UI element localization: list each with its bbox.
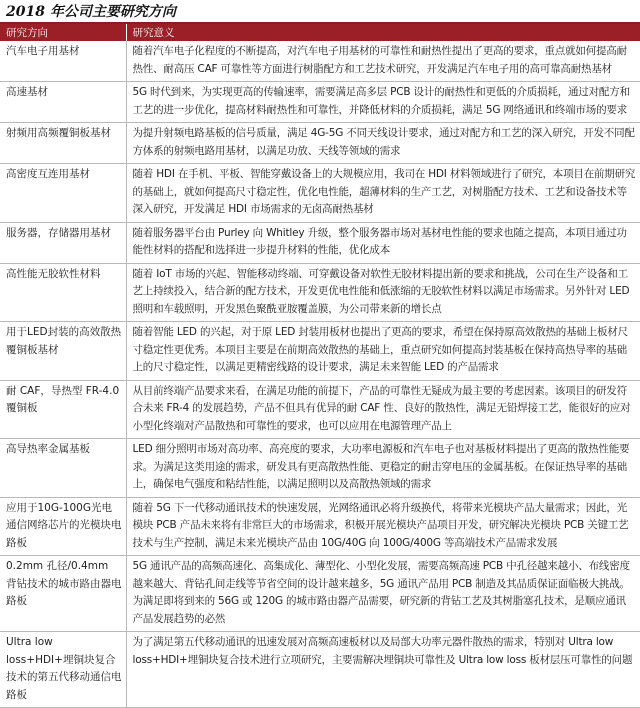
direction-cell: 射频用高频覆铜板基材 (0, 123, 126, 164)
direction-cell: 服务器，存储器用基材 (0, 222, 126, 263)
table-row (0, 164, 640, 223)
page-title: 2018 年公司主要研究方向 (0, 2, 640, 24)
column-header-significance: 研究意义 (126, 24, 640, 41)
table-header-row (0, 24, 640, 41)
significance-cell: 随着服务器平台由 Purley 向 Whitley 升级，整个服务器市场对基材电性能的要求也随之提高，本项目通过功能性材料的搭配和选择进一步提升材料的性能，优化成本 (126, 222, 640, 263)
direction-cell: 高导热率金属基板 (0, 439, 126, 498)
table-row (0, 322, 640, 381)
table-row (0, 439, 640, 498)
significance-cell: 为提升射频电路基板的信号质量，满足 4G-5G 不同天线设计要求，通过对配方和工艺的深入研究，开发不同配方体系的射频电路用基材，以满足功放、天线等领域的需求 (126, 123, 640, 164)
significance-cell: 为了满足第五代移动通讯的迅速发展对高频高速板材以及局部大功率元器件散热的需求，特别对 Ultra low loss+HDI+埋铜块复合技术进行立项研究，主要需解决埋铜块可靠性及 Ultra low loss 板材层压可靠性的问题 (126, 632, 640, 708)
significance-cell: 从目前终端产品要求来看，在满足功能的前提下，产品的可靠性无疑成为最主要的考虑因素。该项目的研发符合未来 FR-4 的发展趋势，产品不但具有优异的耐 CAF 性、良好的散热性，满足无铅焊接工艺，能很好的应对小型化终端对产品散热和可靠性的要求，也可以应用在电源管理产品上 (126, 380, 640, 439)
table-row (0, 380, 640, 439)
significance-cell: 5G 通讯产品的高频高速化、高集成化、薄型化、小型化发展，需要高频高速 PCB 中孔径越来越小、布线密度越来越大、背钻孔间走线等节省空间的设计越来越多，5G 通讯产品用 PCB 制造及其品质保证面临极大挑战。为满足即将到来的 56G 或 120G 的城市路由器产品需要，研究新的背钻工艺及其树脂塞孔技术，是顺应通讯产品发展趋势的必然 (126, 556, 640, 632)
significance-cell: LED 细分照明市场对高功率、高亮度的要求，大功率电源板和汽车电子也对基板材料提出了更高的散热性能要求。为满足这类用途的需求，研发具有更高散热性能、更稳定的耐击穿电压的金属基板。在保证热导率的基础上，确保电气强度和粘结性能，以满足照明以及高散热领域的需求 (126, 439, 640, 498)
direction-cell: 耐 CAF，导热型 FR-4.0 覆铜板 (0, 380, 126, 439)
column-header-direction: 研究方向 (0, 24, 126, 41)
table-row (0, 222, 640, 263)
table-row (0, 123, 640, 164)
table-row (0, 632, 640, 708)
significance-cell: 5G 时代到来，为实现更高的传输速率，需要满足高多层 PCB 设计的耐热性和更低的介质损耗，通过对配方和工艺的进一步优化，提高材料耐热性和可靠性，并降低材料的介质损耗，满足 5G 网络通讯和终端市场的要求 (126, 82, 640, 123)
direction-cell: 汽车电子用基材 (0, 41, 126, 82)
table-row (0, 41, 640, 82)
research-direction-table (0, 24, 640, 708)
direction-cell: 高密度互连用基材 (0, 164, 126, 223)
direction-cell: 用于LED封装的高效散热覆铜板基材 (0, 322, 126, 381)
table-row (0, 497, 640, 556)
significance-cell: 随着 HDI 在手机、平板、智能穿戴设备上的大规模应用，我司在 HDI 材料领域进行了研究，本项目在前期研究的基础上，就如何提高尺寸稳定性，优化电性能，超薄材料的生产工艺，对树脂配方技术、工艺和设备技术等深入研究，开发满足 HDI 市场需求的无卤高耐热基材 (126, 164, 640, 223)
significance-cell: 随着智能 LED 的兴起，对于原 LED 封装用板材也提出了更高的要求，希望在保持原高效散热的基础上板材尺寸稳定性更优秀。本项目主要是在前期高效散热的基础上，重点研究如何提高封装基板在保持高热导率的基础上的尺寸稳定性，以满足更精密线路的设计要求，满足未来智能 LED 的产品需求 (126, 322, 640, 381)
table-row (0, 82, 640, 123)
direction-cell: 0.2mm 孔径/0.4mm 背钻技术的城市路由器电路板 (0, 556, 126, 632)
direction-cell: 高性能无胶软性材料 (0, 263, 126, 322)
table-row (0, 263, 640, 322)
direction-cell: 高速基材 (0, 82, 126, 123)
direction-cell: Ultra low loss+HDI+埋铜块复合技术的第五代移动通信电路板 (0, 632, 126, 708)
direction-cell: 应用于10G-100G光电通信网络芯片的光模块电路板 (0, 497, 126, 556)
significance-cell: 随着 IoT 市场的兴起、智能移动终端、可穿戴设备对软性无胶材料提出新的要求和挑战，公司在生产设备和工艺上持续投入，结合新的配方技术，开发更优电性能和低涨缩的无胶软性材料以满足市场需求。另外针对 LED 照明和车载照明，开发黑色聚酰亚胺覆盖膜，为公司带来新的增长点 (126, 263, 640, 322)
significance-cell: 随着 5G 下一代移动通讯技术的快速发展，光网络通讯必将升级换代，将带来光模块产品大量需求；因此，光模块 PCB 产品未来将有非常巨大的市场需求，积极开展光模块产品项目开发，研究解决光模块 PCB 关键工艺技术与生产控制，满足未来光模块产品由 10G/40G 向 100G/400G 等高端技术产品需求发展 (126, 497, 640, 556)
significance-cell: 随着汽车电子化程度的不断提高，对汽车电子用基材的可靠性和耐热性提出了更高的要求，重点就如何提高耐热性、耐高压 CAF 可靠性等方面进行树脂配方和工艺技术研究，开发满足汽车电子用的高可靠高耐热基材 (126, 41, 640, 82)
table-row (0, 556, 640, 632)
